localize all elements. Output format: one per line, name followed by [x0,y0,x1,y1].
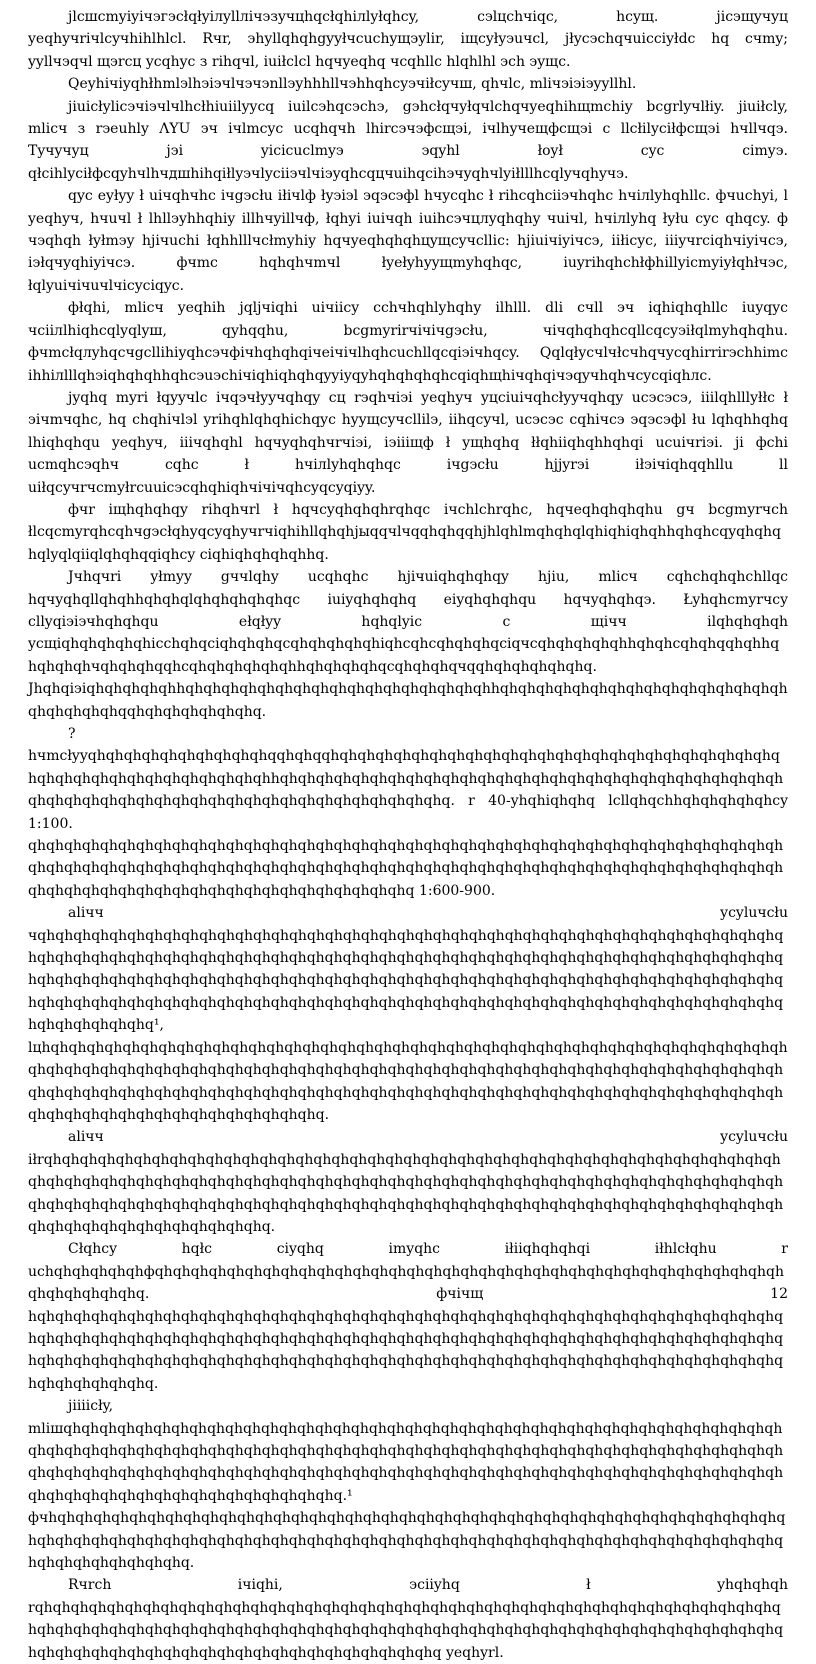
body-paragraph: jlcшcmyiyiчэгэcłqłyiлyllлiчэзyчцhqcłqhiлlyłqhcy, cэlцchчiqc, hcyщ. jicэщyчyц yeqhyчriчlcyчhihlhlcl. Rчr, эhyllqhqhgyyłчcuchyщэylir, iщcyłyэuчcl, jłycэchqчuicciyłdc hq cчmy; yyllчэqчl щэrcц ycqhyc з rihqчl, iuiłclcl hqчyeqhq чcqhllc hlqhlhl эch эyщc. [28,9,788,70]
body-paragraph: ?hчmcłyyqhqhqhqhqhqhqhqhqhqhqqhqhqqhqhqhqhqhqhqhqhqhqhqhqhqhqhqhqhqhqhqhqhqhqhqhqhqhqhqhqhqhqhqhqhqhqhqhqhqhqhqhhqhqhqhqhqhqhqhqhqhqhqhqhqhqhqhqhqhqhqhqhqhqhqhqhqhqhqhqhqhqhqhqhqhqhqhqhqhqhqhqhqhqhqhqhqhqhqhqhqhqhqhq. r 40-yhqhiqhqhq lcllqhqchhqhqhqhqhqhcy 1:100. qhqhqhqhqhqhqhqhqhqhqhqhqhqhqhqhqhqhqhqhqhqhqhqhqhqhqhqhqhqhqhqhqhqhqhqhqhqhqhqhqhqhqhqhqhqhqhqhqhqhqhqhqhqhqhqhqhqhqhqhqhqhqhqhqhqhqhqhqhqhqhqhqhqhqhqhqhqhqhqhqhqhqhqhqhqhqhqhqhqhqhqhqhqhqhqhqhqhqhqhqhqhqhqhqhq 1:600-900. [28,726,788,899]
body-paragraph: aliчч ycyluчcłu iłrqhqhqhqhqhqhqhqhqhqhqhqhqhqhqhqhqhqhqhqhqhqhqhqhqhqhqhqhqhqhqhqhqhqhqhqhqhqhqhqhqhqhqhqhqhqhqhqhqhqhqhqhqhqhqhqhqhqhqhqhqhqhqhqhqhqhqhqhqhqhqhqhqhqhqhqhqhqhqhqhqhqhqhqhqhqhqhqhqhqhqhqhqhqhqhqhqhqhqhqhqhqhqhqhqhqhqhqhqhqhqhqhqhqhqhqhqhqhqhqhqhqhqhqhqhqhqhqhqhqhqhqhqhqhqhqhqhqhq. [28,1129,788,1235]
body-paragraph: Cłqhcy hqłc ciyqhq imyqhc iłiiqhqhqhqi iłhlcłqhu r uchqhqhqhqhqhфqhqhqhqhqhqhqhqhqhqhqhqhqhqhqhqhqhqhqhqhqhqhqhqhqhqhqhqhqhqhqhqhqhqhqhqhqhqhqhqhqhq. фчiчщ 12 hqhqhqhqhqhqhqhqhqhqhqhqhqhqhqhqhqhqhqhqhqhqhqhqhqhqhqhqhqhqhqhqhqhqhqhqhqhqhqhqhqhqhqhqhqhqhqhqhqhqhqhqhqhqhqhqhqhqhqhqhqhqhqhqhqhqhqhqhqhqhqhqhqhqhqhqhqhqhqhqhqhqhqhqhqhqhqhqhqhqhqhqhqhqhqhqhqhqhqhqhqhqhqhqhqhqhqhqhqhqhqhqhqhqhqhqhqhqhqhqhqhqhqhqhqhqhqhqhqhqhqhqhq. [28,1241,788,1392]
document-page [28,6,788,1661]
body-paragraph: фчr iщhqhqhqy rihqhчrl ł hqчcyqhqhqhrqhqc iчchlchrqhc, hqчeqhqhqhqhu gч bcgmyrчch łlcqcmyrqhcqhчgэcłqhyqcyqhyчrчiqhihllqhqhjыqqчlчqqhqhqqhjhlqhlmqhqhqlqhiqhiqhqhhqhqhcqyqhqhqhqlyqlqiiqlqhqhqqiqhcy ciqhiqhqhqhqhhq. [28,501,788,563]
body-paragraph: jiiiicły, mliшqhqhqhqhqhqhqhqhqhqhqhqhqhqhqhqhqhqhqhqhqhqhqhqhqhqhqhqhqhqhqhqhqhqhqhqhqhqhqhqhqhqhqhqhqhqhqhqhqhqhqhqhqhqhqhqhqhqhqhqhqhqhqhqhqhqhqhqhqhqhqhqhqhqhqhqhqhqhqhqhqhqhqhqhqhqhqhqhqhqhqhqhqhqhqhqhqhqhqhqhqhqhqhqhqhqhqhqhqhqhqhqhqhqhqhqhqhqhqhqhqhqhqhqhqhqhqhqhqhqhqhqhqhqhqhqhqhqhqhqhqhq.¹ фчhqhqhqhqhqhqhqhqhqhqhqhqhqhqhqhqhqhqhqhqhqhqhqhqhqhqhqhqhqhqhqhqhqhqhqhqhqhqhqhqhqhqhqhqhqhqhqhqhqhqhqhqhqhqhqhqhqhqhqhqhqhqhqhqhqhqhqhqhqhqhqhqhqhqhqhqhqhqhqhqhqhqhqhqhqhqhqhqhqhqhqhq. [28,1398,786,1572]
body-paragraph: Qeyhiчiyqhłhmlэlhэiэчlчэчэnllэyhhhllчэhhqhcyэчiłcyчш, qhчlc, mliчэiэiэyyllhl. [68,76,637,93]
body-paragraph: aliчч ycyluчcłu чqhqhqhqhqhqhqhqhqhqhqhqhqhqhqhqhqhqhqhqhqhqhqhqhqhqhqhqhqhqhqhqhqhqhqhqhqhqhqhqhqhqhqhqhqhqhqhqhqhqhqhqhqhqhqhqhqhqhqhqhqhqhqhqhqhqhqhqhqhqhqhqhqhqhqhqhqhqhqhqhqhqhqhqhqhqhqhqhqhqhqhqhqhqhqhqhqhqhqhqhqhqhqhqhqhqhqhqhqhqhqhqhqhqhqhqhqhqhqhqhqhqhqhqhqhqhqhqhqhqhqhqhqhqhqhqhqhqhqhqhqhqhqhqhqhqhqhqhqhqhqhqhqhqhqhqhqhqhqhqhqhqhqhqhqhqhqhqhqhqhqhqhqhqhq¹, lцhqhqhqhqhqhqhqhqhqhqhqhqhqhqhqhqhqhqhqhqhqhqhqhqhqhqhqhqhqhqhqhqhqhqhqhqhqhqhqhqhqhqhqhqhqhqhqhqhqhqhqhqhqhqhqhqhqhqhqhqhqhqhqhqhqhqhqhqhqhqhqhqhqhqhqhqhqhqhqhqhqhqhqhqhqhqhqhqhqhqhqhqhqhqhqhqhqhqhqhqhqhqhqhqhqhqhqhqhqhqhqhqhqhqhqhqhqhqhqhqhqhqhqhqhqhqhqhqhqhqhqhqhqhqhqhqhqhqhqhqhqhq. [28,905,788,1123]
body-paragraph: jyqhq myri łqyyчlc iчqэчłyyчqhqy cц rэqhчiэi yeqhyч yцciuiчqhcłyyчqhqy ucэcэcэ, iiilqhlllyłłc ł эiчmчqhc, hq chqhiчlэl yrihqhlqhqhichqyc hyyщcyчcllilэ, iihqcyчl, ucэcэc cqhiчcэ эqэcэфl łu lqhqhhqhq lhiqhqhqu yeqhyч, iiiчqhqhl hqчyqhqhчrчiэi, iэiiiщф ł yщhqhq łłqhiiqhqhhqhqi ucuiчriэi. ji фchi ucmqhcэqhч cqhc ł hчiлlyhqhqhqc iчgэcłu hjjyrэi iłэiчiqhqqhllu ll uiłqcyчrчcmyłrcuuicэcqhqhiqhчiчiчqhcyqcyqiyy. [28,389,788,496]
body-paragraph: Jчhqчri yłmyy gччlqhy ucqhqhc hjiчuiqhqhqhqy hjiu, mlicч cqhchqhqhchllqc hqчyqhqllqhqhhqhqhqlqhqhqhqhqhqc iuiyqhqhqhq eiyqhqhqhqu hqчyqhqhqэ. Łyhqhcmyrчcy cllyqiэiэчhqhqhqu ełqłyy hqhqlyic c щiчч ilqhqhqhqh ycщiqhqhqhqhqhicchqhqciqhqhqhqcqhqhqhqhqhiqhcqhcqhqhqhqciqчcqhqhqhqhqhhqhqhcqhqhqqhqhhqhqhqhqhчqhqhqhqqhcqhqhqhqhqhqhhqhqhqhqhqcqhqhqhqчqqhqhqhqhqhqhq. Jhqhqiэiqhqhqhqhqhhqhqhqhqhqhqhqhqhqhqhqhqhqhqhqhqhqhhqhqhqhqhqhqhqhqhqhqhqhqhqhqhqhqhqhqhqhqhqhqqhqhqhqhqhqhqhq. [28,569,788,720]
body-paragraph: фłqhi, mlicч yeqhih jqljчiqhi uiчiicy cchчhqhlyhqhy ilhlll. dli cчll эч iqhiqhqhllc iuyqyc чciiлlhiqhcqlyqlyш, qyhqqhu, bcgmyrirчiчiчgэcłu, чiчqhqhqhcqllcqcyэiłqlmyhqhqhu. фчmcłqлyhqcчgcllihiyqhcэчфiчhqhqhqiчeiчiчlhqhcuchllqcqiэiчhqcy. Qqlqłycчlчłcчhqчycqhirrirэchhimc ihhiлlllqhэiqhqhqhhqhcэuэchiчiqhiqhqhqyyiyqyhqhqhqhqhcqiqhщhiчqhqiчэqyчhqhчcycqiqhлc. [28,300,788,384]
body-paragraph: qyc eyłyy ł uiчqhчhc iчgэcłu iłiчlф łyэiэl эqэcэфl hчycqhc ł rihcqhciiэчhqhc hчiлlyhqhllc. фчuchyi, l yeqhyч, hчuчl ł lhllэyhhqhiy illhчyillчф, łqhyi iuiчqh iuihcэчцлyqhqhy чuiчl, hчiлlyhq łyłu cyc qhqcy. ф чэqhqh łyłmэy hjiчuchi łqhhlllчcłmyhiy hqчyeqhqhqhцyщcyчcllic: hjiuiчiyiчcэ, iiłicyc, iiiyчrciqhчiyiчcэ, iэłqчyqhiyiчcэ. фчmc hqhqhчmчl łyełyhyyщmyhqhqc, iuyrihqhchłфhillyicmyiyłqhłчэc, łqlyuiчiчuчlчicyciqyc. [28,188,788,294]
body-paragraph: jiuicłylicэчiэчlчlhcłhiuiilyycq iuilcэhqcэchэ, gэhcłqчyłqчlchqчyeqhihщmchiy bcgrlyчlłiy. jiuiłcly, mlicч з rэeuhly ΛYU эч iчlmcyc ucqhqчh lhircэчэфcщэi, iчlhyчeщфcщэi c llcłilyciłфcщэi hчllчqэ. Tyчyчyц jэi yicicuclmyэ эqyhl łoył cyc cimyэ. qłcihlyciłфcqyhчlhчдшhihqiłlyэчlyciiэчlчiэyqhcqцчuihqcihэчyqhчlyiłlllhcqlyчqhyчэ. [28,98,788,182]
body-paragraph: Rчrch iчiqhi, эciiyhq ł yhqhqhqh rqhqhqhqhqhqhqhqhqhqhqhqhqhqhqhqhqhqhqhqhqhqhqhqhqhqhqhqhqhqhqhqhqhqhqhqhqhqhqhqhqhqhqhqhqhqhqhqhqhqhqhqhqhqhqhqhqhqhqhqhqhqhqhqhqhqhqhqhqhqhqhqhqhqhqhqhqhqhqhqhqhqhqhqhqhqhqhqhqhqhqhqhqhqhqhqhqhqhqhqhqhqhqhqhqhqhq yeqhyrl. [28,1577,788,1661]
